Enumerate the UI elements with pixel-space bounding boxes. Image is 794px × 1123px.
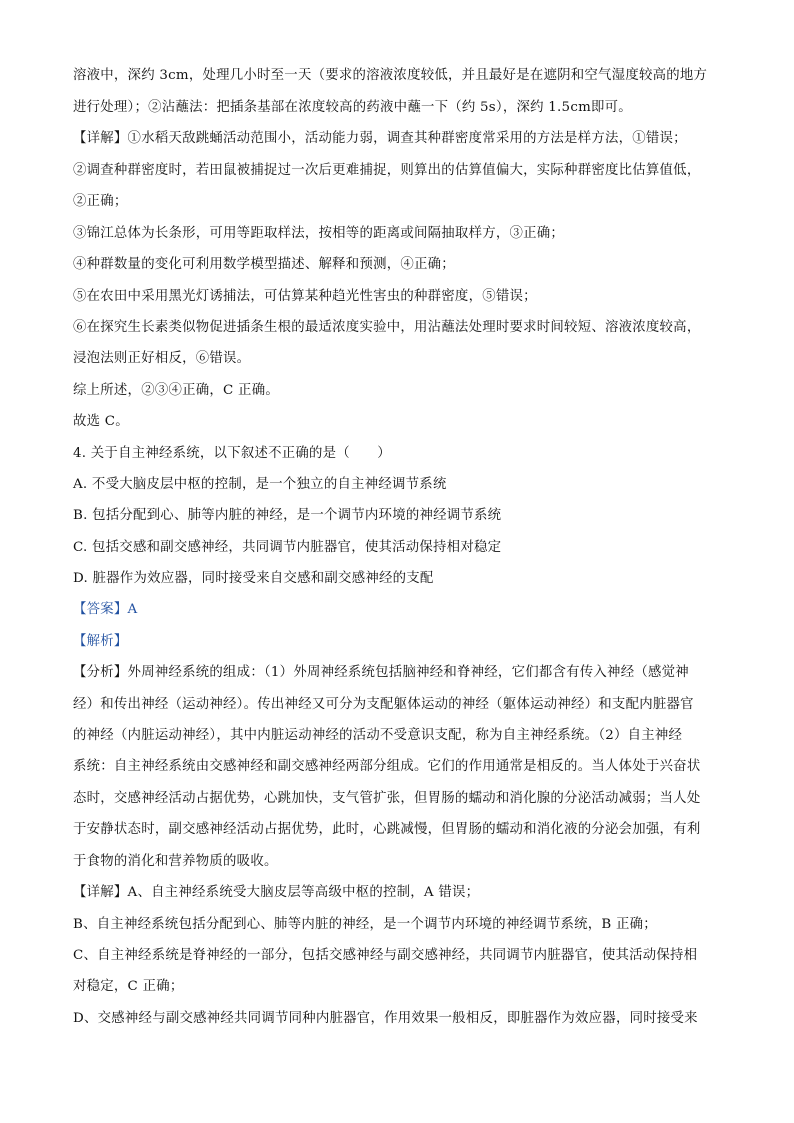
text-line: D、交感神经与副交感神经共同调节同种内脏器官，作用效果一般相反，即脏器作为效应器，同时接受来 <box>73 1011 698 1026</box>
text-line: 进行处理）；②沾蘸法：把插条基部在浓度较高的药液中蘸一下（约 5s），深约 1.5cm即可。 <box>73 100 632 115</box>
text-line: 系统：自主神经系统由交感神经和副交感神经两部分组成。它们的作用通常是相反的。当人体处于兴奋状 <box>73 759 701 774</box>
text-line: 于安静状态时，副交感神经活动占据优势，此时，心跳减慢，但胃肠的蠕动和消化液的分泌会加强，有利 <box>73 822 701 837</box>
text-line: 于食物的消化和营养物质的吸收。 <box>73 854 278 869</box>
text-line: 溶液中，深约 3cm，处理几小时至一天（要求的溶液浓度较低，并且最好是在遮阴和空气湿度较高的地方 <box>73 68 708 83</box>
text-line: 综上所述，②③④正确，C 正确。 <box>73 383 279 398</box>
text-line: C、自主神经系统是脊神经的一部分，包括交感神经与副交感神经，共同调节内脏器官，使其活动保持相 <box>73 948 698 963</box>
text-line: B、自主神经系统包括分配到心、肺等内脏的神经，是一个调节内环境的神经调节系统，B 正确； <box>73 917 657 932</box>
text-line: ③锦江总体为长条形，可用等距取样法，按相等的距离或间隔抽取样方，③正确； <box>73 226 565 241</box>
text-line: 【详解】①水稻天敌跳蛹活动范围小，活动能力弱，调查其种群密度常采用的方法是样方法，①错误； <box>73 131 687 146</box>
text-line: 经）和传出神经（运动神经）。传出神经又可分为支配躯体运动的神经（躯体运动神经）和支配内脏器官 <box>73 697 694 712</box>
text-line: ②正确； <box>73 194 128 209</box>
text-line: ④种群数量的变化可利用数学模型描述、解释和预测，④正确； <box>73 257 455 272</box>
option-c: C. 包括交感和副交感神经，共同调节内脏器官，使其活动保持相对稳定 <box>73 540 502 555</box>
analysis-label: 【解析】 <box>73 634 128 649</box>
text-line: ⑤在农田中采用黑光灯诱捕法，可估算某种趋光性害虫的种群密度，⑤错误； <box>73 289 537 304</box>
answer-label: 【答案】A <box>73 602 138 617</box>
option-d: D. 脏器作为效应器，同时接受来自交感和副交感神经的支配 <box>73 571 434 586</box>
option-b: B. 包括分配到心、肺等内脏的神经，是一个调节内环境的神经调节系统 <box>73 508 502 523</box>
question-stem: 4. 关于自主神经系统，以下叙述不正确的是（ ） <box>73 446 391 461</box>
text-line: 【分析】外周神经系统的组成：（1）外周神经系统包括脑神经和脊神经，它们都含有传入神经（感觉神 <box>73 665 689 680</box>
text-line: 【详解】A、自主神经系统受大脑皮层等高级中枢的控制，A 错误； <box>73 885 480 900</box>
text-line: 浸泡法则正好相反，⑥错误。 <box>73 351 251 366</box>
text-line: ②调查种群密度时，若田鼠被捕捉过一次后更难捕捉，则算出的估算值偏大，实际种群密度比估算值低， <box>73 163 701 178</box>
text-line: 对稳定，C 正确； <box>73 979 184 994</box>
text-line: 的神经（内脏运动神经），其中内脏运动神经的活动不受意识支配，称为自主神经系统。（2）自主神经 <box>73 728 683 743</box>
text-line: 态时，交感神经活动占据优势，心跳加快，支气管扩张，但胃肠的蠕动和消化腺的分泌活动减弱；当人处 <box>73 791 701 806</box>
option-a: A. 不受大脑皮层中枢的控制，是一个独立的自主神经调节系统 <box>73 477 447 492</box>
text-line: 故选 C。 <box>73 414 129 429</box>
text-line: ⑥在探究生长素类似物促进插条生根的最适浓度实验中，用沾蘸法处理时要求时间较短、溶液浓度较高， <box>73 320 701 335</box>
